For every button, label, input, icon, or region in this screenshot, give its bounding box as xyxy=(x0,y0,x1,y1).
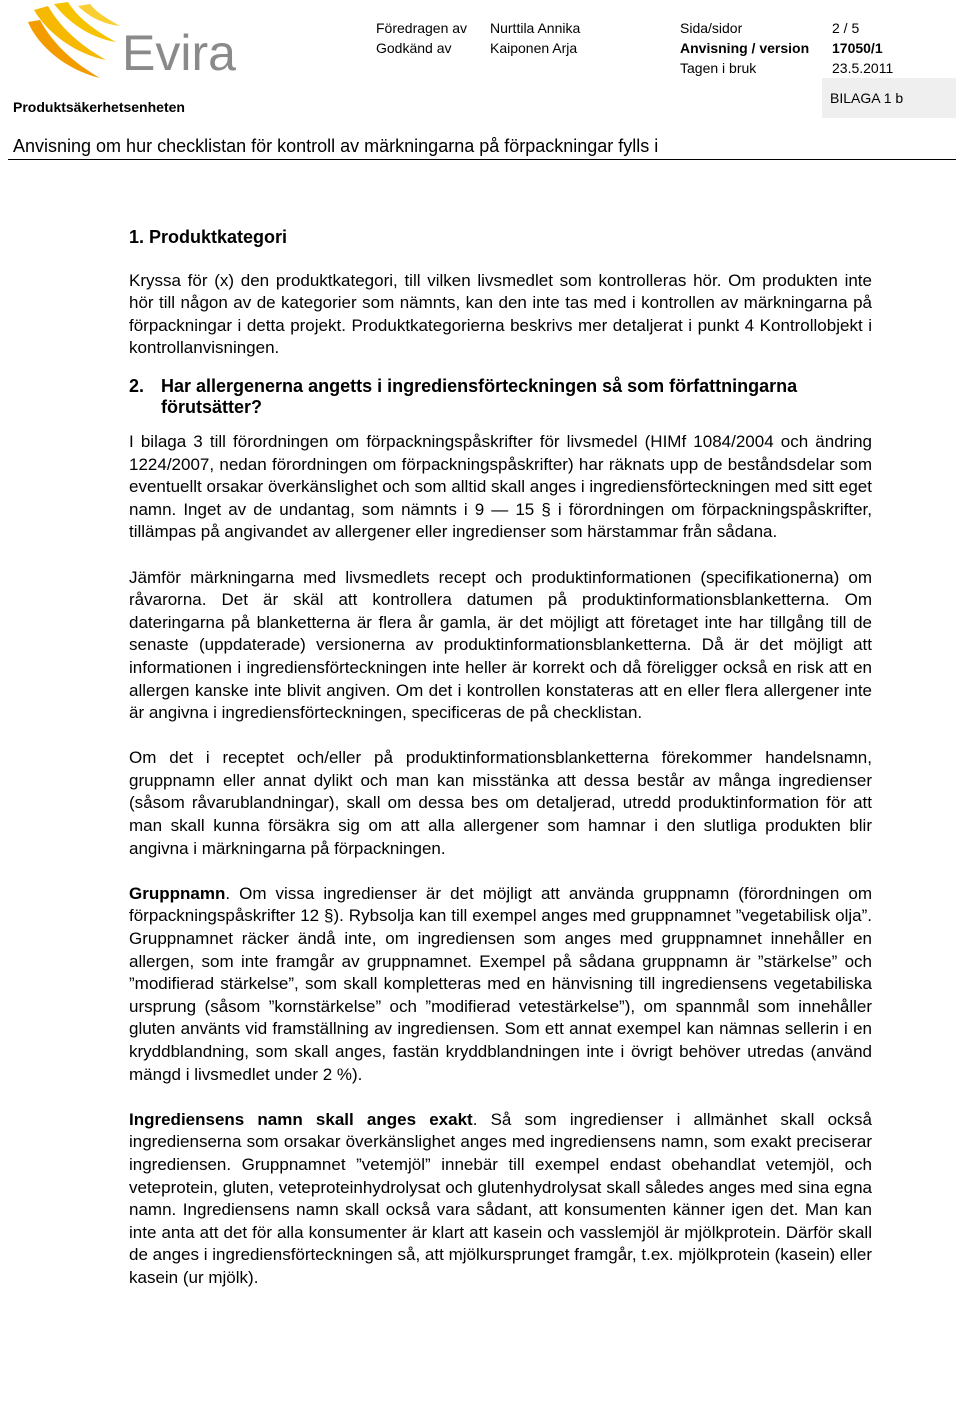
section-1-text: Kryssa för (x) den produktkategori, till vilken livsmedlet som kontrolleras hör. Om produkten inte hör till någon av de kategorier som nämnts, kan den inte tas med i kontrollen av märkningarna på förpackningar i detta projekt. Produktkategorierna beskrivs mer detaljerat i punkt 4 Kontrollobjekt i kontrollanvisningen. xyxy=(129,270,872,358)
section-2-heading xyxy=(129,376,872,418)
effective-date: 23.5.2011 xyxy=(832,60,894,76)
attachment-badge: BILAGA 1 b xyxy=(822,78,956,118)
exact-names-lead: Ingrediensens namn skall anges exakt xyxy=(129,1109,473,1129)
header-divider xyxy=(8,159,956,160)
group-names-text: . Om vissa ingredienser är det möjligt att använda gruppnamn (förordningen om förpackningspåskrifter 12 §). Rybsolja kan till exempel anges med gruppnamnet ”vegetabilisk olja”. Gruppnamnet räcker ändå inte, om ingrediensen som anges med gruppnamnet innehåller en allergen, som inte framgår av gruppnamnet. Exempel på sådana gruppnamn är ”stärkelse” och ”modifierad stärkelse”, som skall kompletteras med en hänvisning till ingrediensens vegetabiliska ursprung (såsom ”kornstärkelse” och ”modifierad vetestärkelse”), om spannmål som innehåller gluten använts vid framställning av ingrediensen. Som ett annat exempel kan nämnas sellerin i en kryddblandning, som skall anges, fastän kryddblandningen inte i övrigt behöver utredas (använd mängd i livsmedlet under 2 %). xyxy=(129,883,872,1084)
document-title: Anvisning om hur checklistan för kontroll av märkningarna på förpackningar fylls i xyxy=(13,136,659,156)
presented-by-value: Nurttila Annika xyxy=(490,20,581,36)
pages-value: 2 / 5 xyxy=(832,20,860,36)
pages-label: Sida/sidor xyxy=(680,20,743,36)
evira-logo-icon xyxy=(28,2,120,78)
group-names-lead: Gruppnamn xyxy=(129,883,226,903)
section-1-heading: 1. Produktkategori xyxy=(129,227,288,247)
section-2-number: 2. xyxy=(129,375,145,396)
paragraph-exact-names xyxy=(129,1109,872,1290)
paragraph-trade-names: Om det i receptet och/eller på produktinformationsblanketterna förekommer handelsnamn, gruppnamn eller annat dylikt och man kan misstänka att dessa består av många ingredienser (såsom råvarublandningar), skall om dessa bes om detaljerad, utredd produktinformation för att man skall kunna försäkra sig om att alla allergener som hamnar i den slutliga produkten blir angivna i märkningarna på förpackningen. xyxy=(129,748,872,858)
approved-by-value: Kaiponen Arja xyxy=(490,40,578,56)
section-2-title: Har allergenerna angetts i ingrediensförteckningen så som författningarna förutsätter? xyxy=(161,375,798,417)
presented-by-label: Föredragen av xyxy=(376,20,468,36)
paragraph-compare: Jämför märkningarna med livsmedlets recept och produktinformationen (specifikationerna) om råvarorna. Det är skäl att kontrollera datumen på produktinformationsblanketterna. Om dateringarna på blanketterna är flera år gamla, är det möjligt att företaget inte har tillgång till de senaste (uppdaterade) versionerna av produktinformationsblanketterna. Då är det möjligt att informationen i ingrediensförteckningen inte heller är korrekt och då föreligger också en risk att en allergen kanske inte blivit angiven. Om det i kontrollen konstateras att en eller flera allergener inte är angivna i ingrediensförteckningen, specificeras de på checklistan. xyxy=(129,567,872,723)
unit-name: Produktsäkerhetsenheten xyxy=(13,99,185,115)
approved-by-label: Godkänd av xyxy=(376,40,452,56)
effective-label: Tagen i bruk xyxy=(680,60,757,76)
logo-text: Evira xyxy=(122,25,236,81)
exact-names-text: . Så som ingredienser i allmänhet skall också ingredienserna som orsakar överkänslighet anges med ingrediensens namn, som exakt preciserar ingrediensen. Gruppnamnet ”vetemjöl” innebär till exempel endast obehandlat vetemjöl, och veteprotein, gluten, veteproteinhydrolysat och glutenhydrolysat skall således anges med sina egna namn. Ingrediensens namn skall också vara sådant, att konsumenten känner igen det. Man kan inte anta att det för alla konsumenter är klart att kasein och vasslemjöl är mjölkprotein. Därför skall de anges i ingrediensförteckningen så, att mjölkursprunget framgår, t.ex. mjölkprotein (kasein) eller kasein (ur mjölk). xyxy=(129,1109,872,1287)
version-label: Anvisning / version xyxy=(680,40,810,56)
document-body xyxy=(129,226,872,1290)
evira-logo xyxy=(20,2,255,82)
paragraph-annex: I bilaga 3 till förordningen om förpackningspåskrifter för livsmedel (HIMf 1084/2004 och ändring 1224/2007, nedan förordningen om förpackningspåskrifter) har räknats upp de beståndsdelar som eventuellt orsakar överkänslighet och som alltid skall anges i ingrediensförteckningen med sitt eget namn. Inget av de undantag, som nämnts i 9 — 15 § i förordningen om förpackningspåskrifter, tillämpas på angivandet av allergener eller ingredienser som härstammar från sådana. xyxy=(129,431,872,542)
version-value: 17050/1 xyxy=(832,40,883,56)
paragraph-group-names xyxy=(129,883,872,1086)
